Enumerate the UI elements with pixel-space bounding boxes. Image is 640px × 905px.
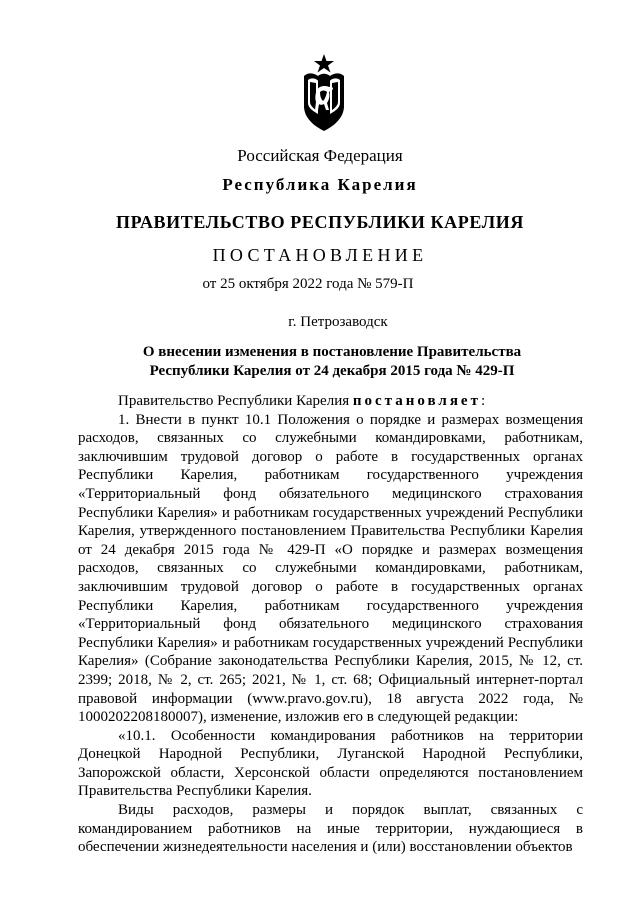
- republic-name: Республика Карелия: [222, 175, 418, 194]
- document-type: ПОСТАНОВЛЕНИЕ: [212, 245, 428, 265]
- document-date-number: от 25 октября 2022 года № 579-П: [202, 276, 414, 292]
- karelia-coat-of-arms-icon: [298, 54, 350, 132]
- paragraph-3: Виды расходов, размеры и порядок выплат, связанных с командированием работников на иные территории, нуждающиеся в обеспечении жизнедеятельности населения и (или) восстановлении объектов: [78, 802, 583, 856]
- intro-prefix: Правительство Республики Карелия: [118, 393, 353, 409]
- intro-paragraph: [78, 392, 583, 411]
- paragraph-1: 1. Внести в пункт 10.1 Положения о порядке и размерах возмещения расходов, связанных со служебными командировками, работникам, заключившим трудовой договор о работе в государственных органах Республики Карелия, работникам государственного учреждения «Территориальный фонд обязательного медицинского страхования Республики Карелия» и работникам государственных учреждений Республики Карелия, утвержденного постановлением Правительства Республики Карелия от 24 декабря 2015 года № 429-П «О порядке и размерах возмещения расходов, связанных со служебными командировками, работникам, заключившим трудовой договор о работе в государственных органах Республики Карелия, работникам государственного учреждения «Территориальный фонд обязательного медицинского страхования Республики Карелия» и работникам государственных учреждений Республики Карелия» (Собрание законодательства Республики Карелия, 2015, № 12, ст. 2399; 2018, № 2, ст. 265; 2021, № 1, ст. 68; Официальный интернет-портал правовой информации (www.pravo.gov.ru), 18 августа 2022 года, № 1000202208180007), изменение, изложив его в следующей редакции:: [78, 411, 583, 726]
- government-name: ПРАВИТЕЛЬСТВО РЕСПУБЛИКИ КАРЕЛИЯ: [116, 212, 524, 232]
- document-body: [78, 392, 583, 857]
- document-subject-line-1: О внесении изменения в постановление Правительства: [142, 344, 522, 360]
- intro-suffix: :: [480, 393, 486, 409]
- paragraph-2: «10.1. Особенности командирования работников на территории Донецкой Народной Республики, Луганской Народной Республики, Запорожской области, Херсонской области определяются постановлением Правительства Республики Карелия.: [78, 727, 583, 800]
- country-name: Российская Федерация: [237, 146, 403, 165]
- document-subject-line-2: Республики Карелия от 24 декабря 2015 года № 429-П: [149, 363, 515, 379]
- document-city: г. Петрозаводск: [288, 314, 388, 330]
- intro-decree-word: постановляет: [352, 393, 481, 409]
